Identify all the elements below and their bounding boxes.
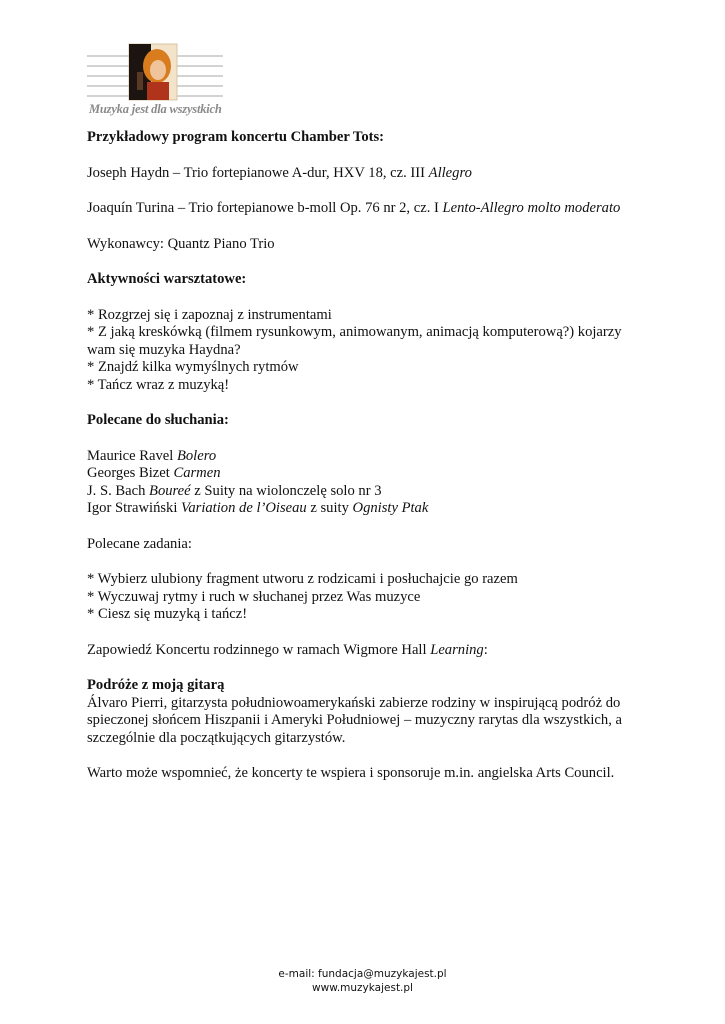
- announcement: [87, 642, 647, 660]
- activities-heading: Aktywności warsztatowe:: [87, 271, 247, 287]
- announcement-italic: Learning: [430, 641, 484, 658]
- program-item-text: Joaquín Turina – Trio fortepianowe b-moll Op. 76 nr 2, cz. I: [87, 200, 443, 216]
- composer: Maurice Ravel: [87, 447, 177, 464]
- performers: Wykonawcy: Quantz Piano Trio: [87, 235, 275, 252]
- activity-item: * Rozgrzej się i zapoznaj z instrumentami: [87, 306, 332, 323]
- logo-graphic: [87, 42, 227, 102]
- announcement-text: Zapowiedź Koncertu rodzinnego w ramach Wigmore Hall: [87, 641, 431, 658]
- work-suite: Ognisty Ptak: [352, 500, 429, 516]
- trip-heading: Podróże z moją gitarą: [87, 677, 225, 693]
- announcement-tail: :: [483, 641, 488, 658]
- footer-website: www.muzykajest.pl: [312, 982, 413, 994]
- logo-text: Muzyka jest dla wszystkich: [89, 102, 222, 116]
- program-item-tempo: Allegro: [428, 164, 472, 181]
- program-item-haydn: [87, 165, 647, 183]
- composer: Georges Bizet: [87, 465, 174, 481]
- program-heading: Przykładowy program koncertu Chamber Tots:: [87, 129, 385, 145]
- activity-item: * Z jaką kreskówką (filmem rysunkowym, animowanym, animacją komputerową?) kojarzy wam się muzyka Haydna?: [87, 324, 622, 358]
- work-detail: z suity: [306, 500, 353, 516]
- work-title: Boureé: [149, 482, 191, 499]
- work-title: Variation de l’Oiseau: [181, 500, 307, 516]
- listening-item: [87, 448, 647, 466]
- program-item-turina: [87, 200, 647, 218]
- program-item-tempo: Lento-Allegro molto moderato: [442, 200, 621, 216]
- trip-description: Álvaro Pierri, gitarzysta południowoamerykański zabierze rodziny w inspirującą podróż do spieczonej słońcem Hiszpanii i Ameryki Południowej – muzyczny rarytas dla wszystkich, a szczególnie dla początkujących gitarzystów.: [87, 694, 622, 746]
- listening-item: [87, 483, 647, 501]
- program-item-text: Joseph Haydn – Trio fortepianowe A-dur, HXV 18, cz. III: [87, 164, 429, 181]
- footer-email: e-mail: fundacja@muzykajest.pl: [278, 968, 447, 980]
- task-item: * Wyczuwaj rytmy i ruch w słuchanej przez Was muzyce: [87, 588, 421, 605]
- work-detail: z Suity na wiolonczelę solo nr 3: [190, 482, 382, 499]
- listening-heading: Polecane do słuchania:: [87, 412, 229, 428]
- logo: [87, 42, 227, 118]
- activity-item: * Znajdź kilka wymyślnych rytmów: [87, 359, 299, 375]
- activity-item: * Tańcz wraz z muzyką!: [87, 376, 230, 393]
- listening-item: [87, 500, 647, 518]
- tasks-heading: Polecane zadania:: [87, 535, 192, 552]
- composer: Igor Strawiński: [87, 500, 182, 516]
- closing-note: Warto może wspomnieć, że koncerty te wspiera i sponsoruje m.in. angielska Arts Council.: [87, 765, 615, 781]
- document-body: [87, 129, 647, 783]
- task-item: * Ciesz się muzyką i tańcz!: [87, 606, 248, 622]
- work-title: Carmen: [173, 465, 221, 481]
- task-item: * Wybierz ulubiony fragment utworu z rodzicami i posłuchajcie go razem: [87, 571, 518, 587]
- composer: J. S. Bach: [87, 482, 150, 499]
- listening-item: [87, 465, 647, 483]
- work-title: Bolero: [176, 447, 217, 464]
